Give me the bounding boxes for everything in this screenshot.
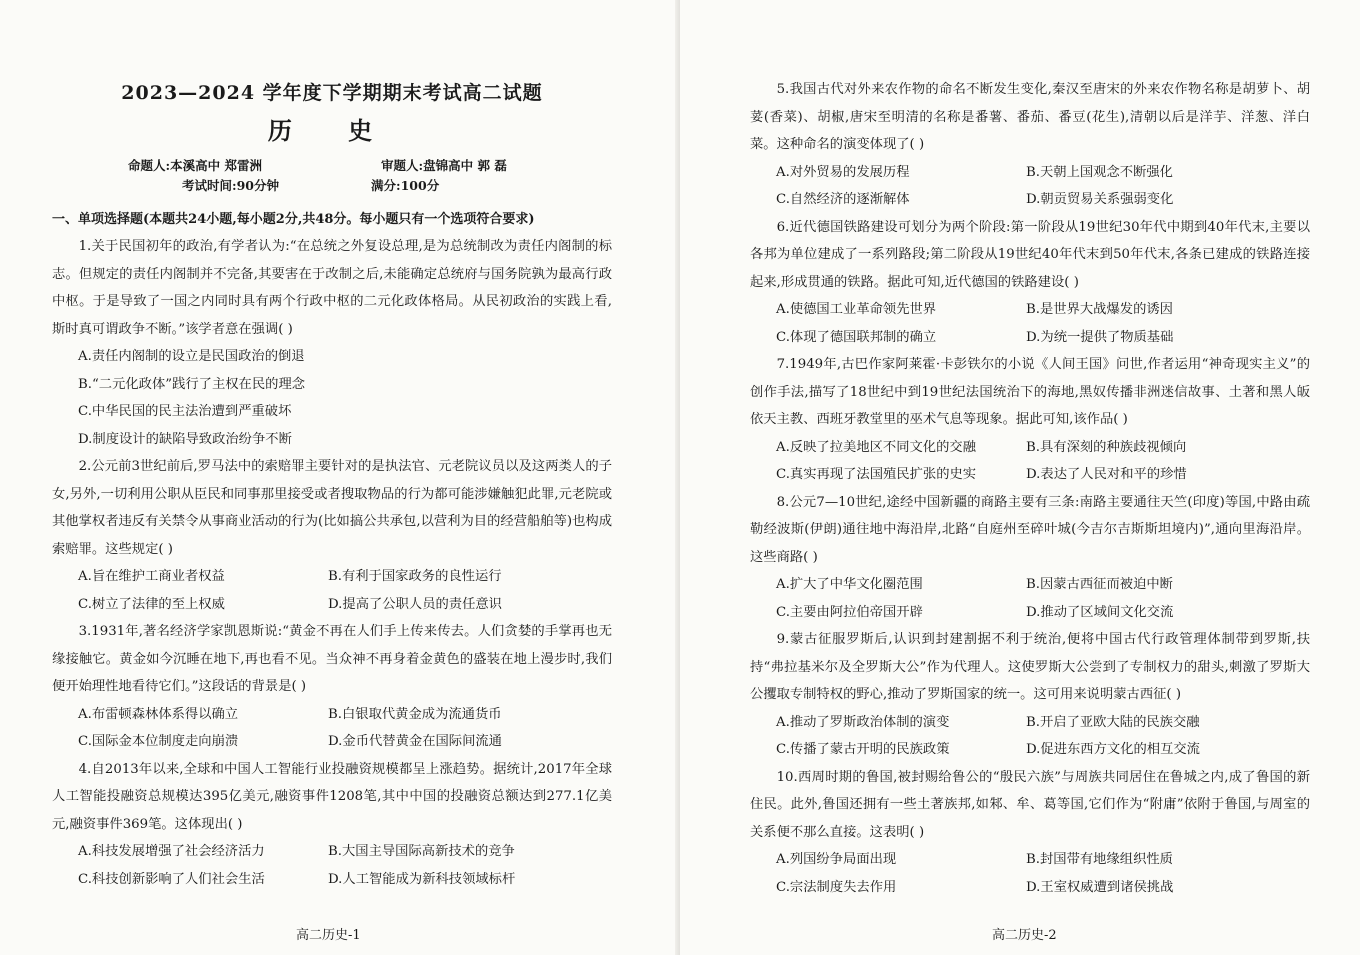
meta-row-2 [52, 176, 612, 194]
option-a: A.使德国工业革命领先世界 [776, 302, 937, 317]
option-d: D.人工智能成为新科技领域标杆 [328, 871, 516, 887]
option-c: C.主要由阿拉伯帝国开辟 [776, 604, 923, 620]
exam-time: 考试时间:90分钟 [182, 178, 280, 193]
full-score: 满分:100分 [371, 178, 440, 193]
author-info: 命题人:本溪高中 郑雷洲 [128, 158, 262, 173]
option-d: D.表达了人民对和平的珍惜 [1026, 467, 1187, 482]
reviewer-info: 审题人:盘锦高中 郭 磊 [381, 158, 507, 173]
page-footer: 高二历史-2 [992, 928, 1057, 943]
option-a: A.列国纷争局面出现 [776, 852, 897, 867]
option-d: D.提高了公职人员的责任意识 [328, 596, 502, 612]
subject-heading: 历 史 [267, 116, 397, 145]
question-8-options [750, 571, 1310, 626]
option-b: B.大国主导国际高新技术的竞争 [328, 844, 515, 859]
meta-row-1 [52, 156, 612, 174]
option-b: B.天朝上国观念不断强化 [1026, 164, 1173, 180]
question-5: 5.我国古代对外来农作物的命名不断发生变化,秦汉至唐宋的外来农作物名称是胡萝卜、胡荽(香菜)、胡椒,唐宋至明清的名称是番薯、番茄、番豆(花生),清朝以后是洋芋、洋葱、洋白菜。这种命名的演变体现了( ) [750, 82, 1310, 152]
option-b: B.具有深刻的种族歧视倾向 [1026, 439, 1187, 455]
option-c: C.体现了德国联邦制的确立 [776, 329, 937, 345]
option-d: D.王室权威遭到诸侯挑战 [1026, 879, 1174, 895]
question-2-options [52, 563, 612, 618]
question-1: 1.关于民国初年的政治,有学者认为:“在总统之外复设总理,是为总统制改为责任内阁制的标志。但规定的责任内阁制并不完备,其要害在于改制之后,未能确定总统府与国务院孰为最高行政中枢。于是导致了一国之内同时具有两个行政中枢的二元化政体格局。从民初政治的实践上看,斯时真可谓政争不断。”该学者意在强调( ) [52, 239, 612, 337]
question-6: 6.近代德国铁路建设可划分为两个阶段:第一阶段从19世纪30年代中期到40年代末,主要以各邦为单位建成了一系列路段;第二阶段从19世纪40年代末到50年代末,各条已建成的铁路连接起来,形成贯通的铁路。据此可知,近代德国的铁路建设( ) [750, 219, 1310, 290]
option-d: D.朝贡贸易关系强弱变化 [1026, 192, 1174, 207]
exam-title: 2023—2024 学年度下学期期末考试高二试题 [121, 82, 543, 104]
page-footer: 高二历史-1 [296, 928, 361, 943]
option-a: A.推动了罗斯政治体制的演变 [776, 714, 950, 730]
section-heading: 一、单项选择题(本题共24小题,每小题2分,共48分。每小题只有一个选项符合要求) [52, 212, 535, 227]
option-b: B.“二元化政体”践行了主权在民的理念 [78, 376, 306, 392]
option-b: B.因蒙古西征而被迫中断 [1026, 577, 1173, 592]
option-a: A.扩大了中华文化圈范围 [776, 577, 923, 592]
option-c: C.传播了蒙古开明的民族政策 [776, 742, 950, 757]
question-10: 10.西周时期的鲁国,被封赐给鲁公的“殷民六族”与周族共同居住在鲁城之内,成了鲁国的新住民。此外,鲁国还拥有一些土著族邦,如邾、牟、葛等国,它们作为“附庸”依附于鲁国,与周室的关系便不那么直接。这表明( ) [750, 769, 1310, 840]
option-a: A.旨在维护工商业者权益 [78, 569, 225, 584]
option-b: B.开启了亚欧大陆的民族交融 [1026, 714, 1200, 730]
question-10-options [750, 846, 1310, 901]
option-b: B.白银取代黄金成为流通货币 [328, 706, 502, 722]
option-a: A.布雷顿森林体系得以确立 [78, 706, 239, 722]
question-9-options [750, 709, 1310, 764]
option-b: B.封国带有地缘组织性质 [1026, 852, 1173, 867]
option-c: C.科技创新影响了人们社会生活 [78, 871, 265, 887]
option-c: C.树立了法律的至上权威 [78, 596, 225, 612]
option-a: A.对外贸易的发展历程 [776, 164, 910, 180]
question-6-options [750, 296, 1310, 351]
question-1-options [52, 343, 612, 453]
option-d: D.金币代替黄金在国际间流通 [328, 734, 502, 749]
option-d: D.为统一提供了物质基础 [1026, 329, 1174, 345]
question-4: 4.自2013年以来,全球和中国人工智能行业投融资规模都呈上涨趋势。据统计,2017年全球人工智能投融资总规模达395亿美元,融资事件1208笔,其中中国的投融资总额达到277.1亿美元,融资事件369笔。这体现出( ) [52, 761, 612, 832]
question-7: 7.1949年,古巴作家阿莱霍·卡彭铁尔的小说《人间王国》问世,作者运用“神奇现实主义”的创作手法,描写了18世纪中到19世纪法国统治下的海地,黑奴传播非洲迷信故事、土著和黑人皈依天主教、西班牙教堂里的巫术气息等现象。据此可知,该作品( ) [750, 357, 1310, 427]
option-b: B.有利于国家政务的良性运行 [328, 569, 502, 584]
option-b: B.是世界大战爆发的诱因 [1026, 302, 1173, 317]
option-d: D.推动了区域间文化交流 [1026, 604, 1174, 620]
question-7-options [750, 434, 1310, 489]
option-a: A.责任内阁制的设立是民国政治的倒退 [78, 349, 305, 364]
question-3: 3.1931年,著名经济学家凯恩斯说:“黄金不再在人们手上传来传去。人们贪婪的手掌再也无缘接触它。黄金如今沉睡在地下,再也看不见。当众神不再身着金黄色的盛装在地上漫步时,我们便开始理性地看待它们。”这段话的背景是( ) [52, 624, 612, 694]
option-c: C.自然经济的逐渐解体 [776, 192, 910, 207]
option-d: D.制度设计的缺陷导致政治纷争不断 [78, 431, 292, 447]
option-c: C.国际金本位制度走向崩溃 [78, 734, 239, 749]
exam-page-right [680, 0, 1360, 955]
option-a: A.反映了拉美地区不同文化的交融 [776, 439, 976, 455]
option-c: C.宗法制度失去作用 [776, 879, 897, 895]
option-c: C.真实再现了法国殖民扩张的史实 [776, 467, 977, 482]
question-3-options [52, 701, 612, 756]
option-a: A.科技发展增强了社会经济活力 [78, 844, 265, 859]
option-c: C.中华民国的民主法治遭到严重破坏 [78, 404, 292, 419]
question-5-options [750, 159, 1310, 214]
question-8: 8.公元7—10世纪,途经中国新疆的商路主要有三条:南路主要通往天竺(印度)等国,中路由疏勒经波斯(伊朗)通往地中海沿岸,北路“自庭州至碎叶城(今吉尔吉斯斯坦境内)”,通向里海沿岸。这些商路( ) [750, 494, 1310, 565]
question-2: 2.公元前3世纪前后,罗马法中的索赔罪主要针对的是执法官、元老院议员以及这两类人的子女,另外,一切利用公职从臣民和同事那里接受或者搜取物品的行为都可能涉嫌触犯此罪,元老院或其他掌权者违反有关禁令从事商业活动的行为(比如搞公共承包,以营利为目的经营船舶等)也构成索赔罪。这些规定( ) [52, 459, 612, 557]
option-d: D.促进东西方文化的相互交流 [1026, 742, 1200, 757]
question-9: 9.蒙古征服罗斯后,认识到封建割据不利于统治,便将中国古代行政管理体制带到罗斯,扶持“弗拉基米尔及全罗斯大公”作为代理人。这使罗斯大公尝到了专制权力的甜头,刺激了罗斯大公攫取专制特权的野心,推动了罗斯国家的统一。这可用来说明蒙古西征( ) [750, 632, 1310, 702]
question-4-options [52, 838, 612, 893]
